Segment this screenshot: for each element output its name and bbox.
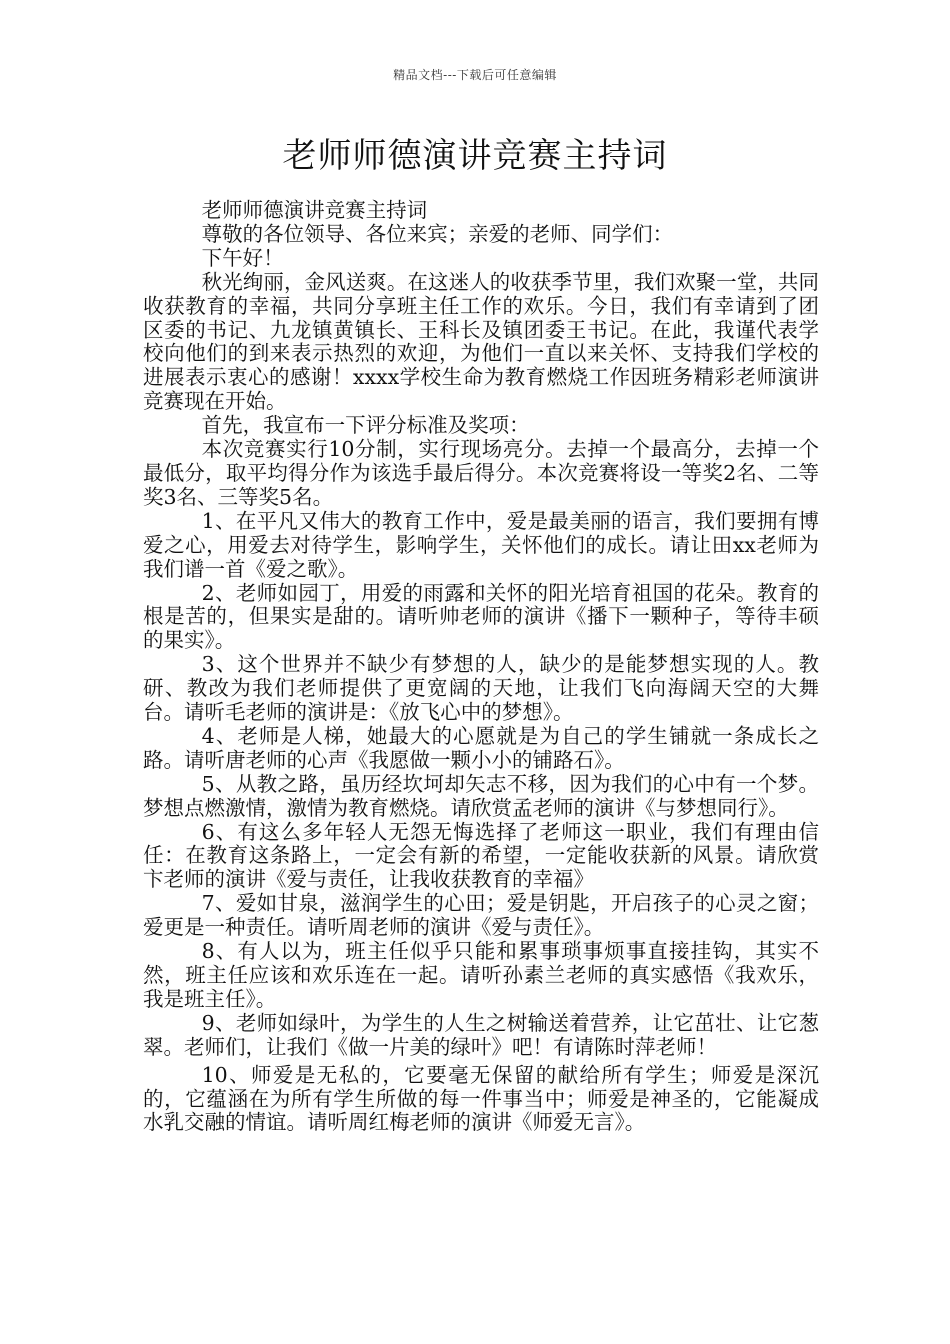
document-title: 老师师德演讲竞赛主持词 xyxy=(282,136,668,176)
paragraph-speaker-8: 8、有人以为，班主任似乎只能和累事琐事烦事直接挂钩，其实不然，班主任应该和欢乐连在一起。请听孙素兰老师的真实感悟《我欢乐，我是班主任》。 xyxy=(143,939,819,1011)
paragraph-speaker-3: 3、这个世界并不缺少有梦想的人，缺少的是能梦想实现的人。教研、教改为我们老师提供了更宽阔的天地，让我们飞向海阔天空的大舞台。请听毛老师的演讲是：《放飞心中的梦想》。 xyxy=(143,652,819,725)
header-note: 精品文档---下载后可任意编辑 xyxy=(393,68,557,82)
paragraph-subtitle: 老师师德演讲竞赛主持词 xyxy=(201,198,428,222)
paragraph-speaker-6: 6、有这么多年轻人无怨无悔选择了老师这一职业，我们有理由信任：在教育这条路上，一定会有新的希望，一定能收获新的风景。请欣赏卞老师的演讲《爱与责任，让我收获教育的幸福》 xyxy=(143,819,819,892)
paragraph-opening: 秋光绚丽，金风送爽。在这迷人的收获季节里，我们欢聚一堂，共同收获教育的幸福，共同分享班主任工作的欢乐。今日，我们有幸请到了团区委的书记、九龙镇黄镇长、王科长及镇团委王书记。在此，我谨代表学校向他们的到来表示热烈的欢迎，为他们一直以来关怀、支持我们学校的进展表示衷心的感谢！xxxx学校生命为教育燃烧工作因班务精彩老师演讲竞赛现在开始。 xyxy=(143,269,819,414)
paragraph-greeting: 下午好！ xyxy=(201,245,284,270)
paragraph-speaker-10: 10、师爱是无私的，它要毫无保留的献给所有学生；师爱是深沉的，它蕴涵在为所有学生所做的每一件事当中；师爱是神圣的，它能凝成水乳交融的情谊。请听周红梅老师的演讲《师爱无言》。 xyxy=(143,1062,819,1135)
paragraph-speaker-4: 4、老师是人梯，她最大的心愿就是为自己的学生铺就一条成长之路。请听唐老师的心声《我愿做一颗小小的铺路石》。 xyxy=(143,723,819,772)
paragraph-speaker-1: 1、在平凡又伟大的教育工作中，爱是最美丽的语言，我们要拥有博爱之心，用爱去对待学生，影响学生，关怀他们的成长。请让田xx老师为我们谱一首《爱之歌》。 xyxy=(143,508,819,581)
paragraph-speaker-9: 9、老师如绿叶，为学生的人生之树输送着营养，让它茁壮、让它葱翠。老师们，让我们《做一片美的绿叶》吧！有请陈时萍老师！ xyxy=(143,1010,819,1059)
paragraph-rules-intro: 首先，我宣布一下评分标准及奖项： xyxy=(201,413,530,438)
paragraph-speaker-2: 2、老师如园丁，用爱的雨露和关怀的阳光培育祖国的花朵。教育的根是苦的，但果实是甜的。请听帅老师的演讲《播下一颗种子，等待丰硕的果实》。 xyxy=(143,580,819,653)
document-body xyxy=(143,199,819,1135)
paragraph-speaker-5: 5、从教之路，虽历经坎坷却矢志不移，因为我们的心中有一个梦。梦想点燃激情，激情为教育燃烧。请欣赏孟老师的演讲《与梦想同行》。 xyxy=(143,771,819,820)
paragraph-salutation: 尊敬的各位领导、各位来宾；亲爱的老师、同学们： xyxy=(201,221,674,246)
paragraph-rules: 本次竞赛实行10分制，实行现场亮分。去掉一个最高分，去掉一个最低分，取平均得分作为该选手最后得分。本次竞赛将设一等奖2名、二等奖3名、三等奖5名。 xyxy=(143,437,819,509)
paragraph-speaker-7: 7、爱如甘泉，滋润学生的心田；爱是钥匙，开启孩子的心灵之窗；爱更是一种责任。请听周老师的演讲《爱与责任》。 xyxy=(143,891,819,940)
